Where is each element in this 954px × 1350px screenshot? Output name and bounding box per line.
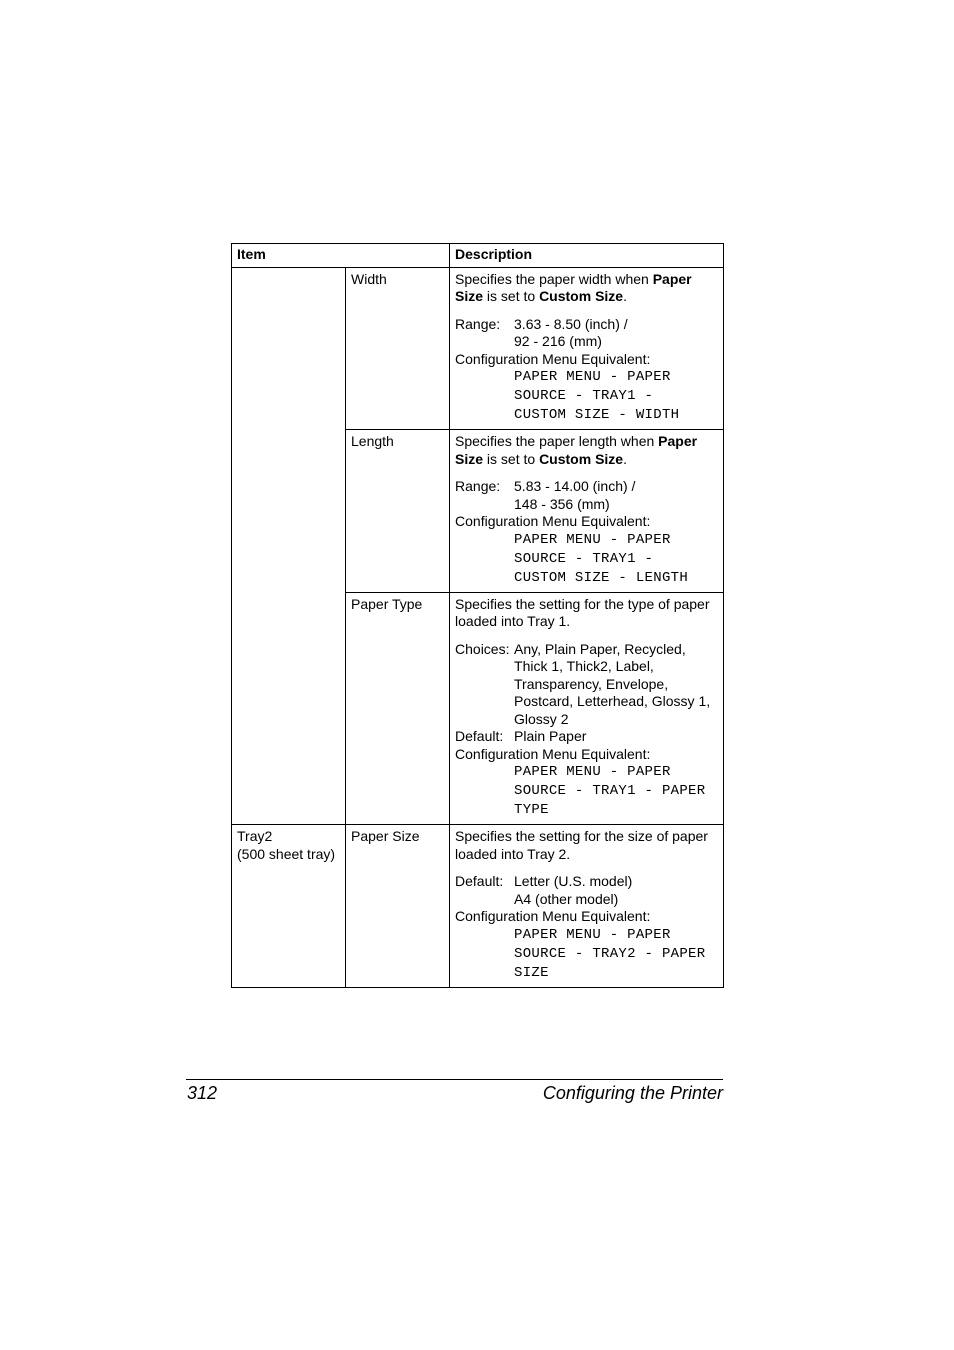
intro-text: Specifies the setting for the size of paper loaded into Tray 2. <box>455 828 708 862</box>
chapter-title: Configuring the Printer <box>542 1083 723 1103</box>
header-description: Description <box>450 244 724 268</box>
footer-divider <box>186 1079 723 1080</box>
default-row: Default: Plain Paper <box>455 728 587 744</box>
intro-text: Specifies the setting for the type of paper loaded into Tray 1. <box>455 595 710 629</box>
table-row <box>232 267 724 430</box>
config-menu-path: PAPER MENU - PAPER SOURCE - TRAY1 - CUSTOM SIZE - LENGTH <box>514 531 689 586</box>
sub-item-paper-size: Paper Size <box>346 825 450 988</box>
config-label: Configuration Menu Equivalent: <box>455 908 651 924</box>
description-width <box>450 267 724 430</box>
item-cell-tray2: Tray2 (500 sheet tray) <box>232 825 346 988</box>
header-item: Item <box>232 244 450 268</box>
config-menu-path: PAPER MENU - PAPER SOURCE - TRAY2 - PAPER SIZE <box>514 926 706 981</box>
range-row: Range: 5.83 - 14.00 (inch) / 148 - 356 (mm) <box>455 478 636 512</box>
config-label: Configuration Menu Equivalent: <box>455 350 651 367</box>
description-length <box>450 430 724 593</box>
description-paper-type <box>450 592 724 825</box>
config-menu-path: PAPER MENU - PAPER SOURCE - TRAY1 - CUSTOM SIZE - WIDTH <box>514 369 680 423</box>
table-row <box>232 825 724 988</box>
config-label: Configuration Menu Equivalent: <box>455 745 651 762</box>
intro-text: Specifies the paper width when Paper Size is set to Custom Size. <box>455 270 692 304</box>
sub-item-width: Width <box>346 267 450 430</box>
item-cell-tray1 <box>232 267 346 825</box>
description-paper-size <box>450 825 724 988</box>
sub-item-length: Length <box>346 430 450 593</box>
table-header-row <box>232 244 724 268</box>
config-menu-path: PAPER MENU - PAPER SOURCE - TRAY1 - PAPER TYPE <box>514 764 706 818</box>
sub-item-paper-type: Paper Type <box>346 592 450 825</box>
range-row: Range: 3.63 - 8.50 (inch) / 92 - 216 (mm) <box>455 315 628 349</box>
default-row: Default: Letter (U.S. model) A4 (other model) <box>455 873 633 907</box>
settings-table <box>231 243 724 988</box>
intro-text: Specifies the paper length when Paper Size is set to Custom Size. <box>455 433 698 467</box>
config-label: Configuration Menu Equivalent: <box>455 513 651 529</box>
page-number: 312 <box>187 1083 218 1103</box>
choices-row: Choices: Any, Plain Paper, Recycled, Thick 1, Thick2, Label, Transparency, Envelope, Postcard, Letterhead, Glossy 1, Glossy 2 <box>455 640 711 727</box>
